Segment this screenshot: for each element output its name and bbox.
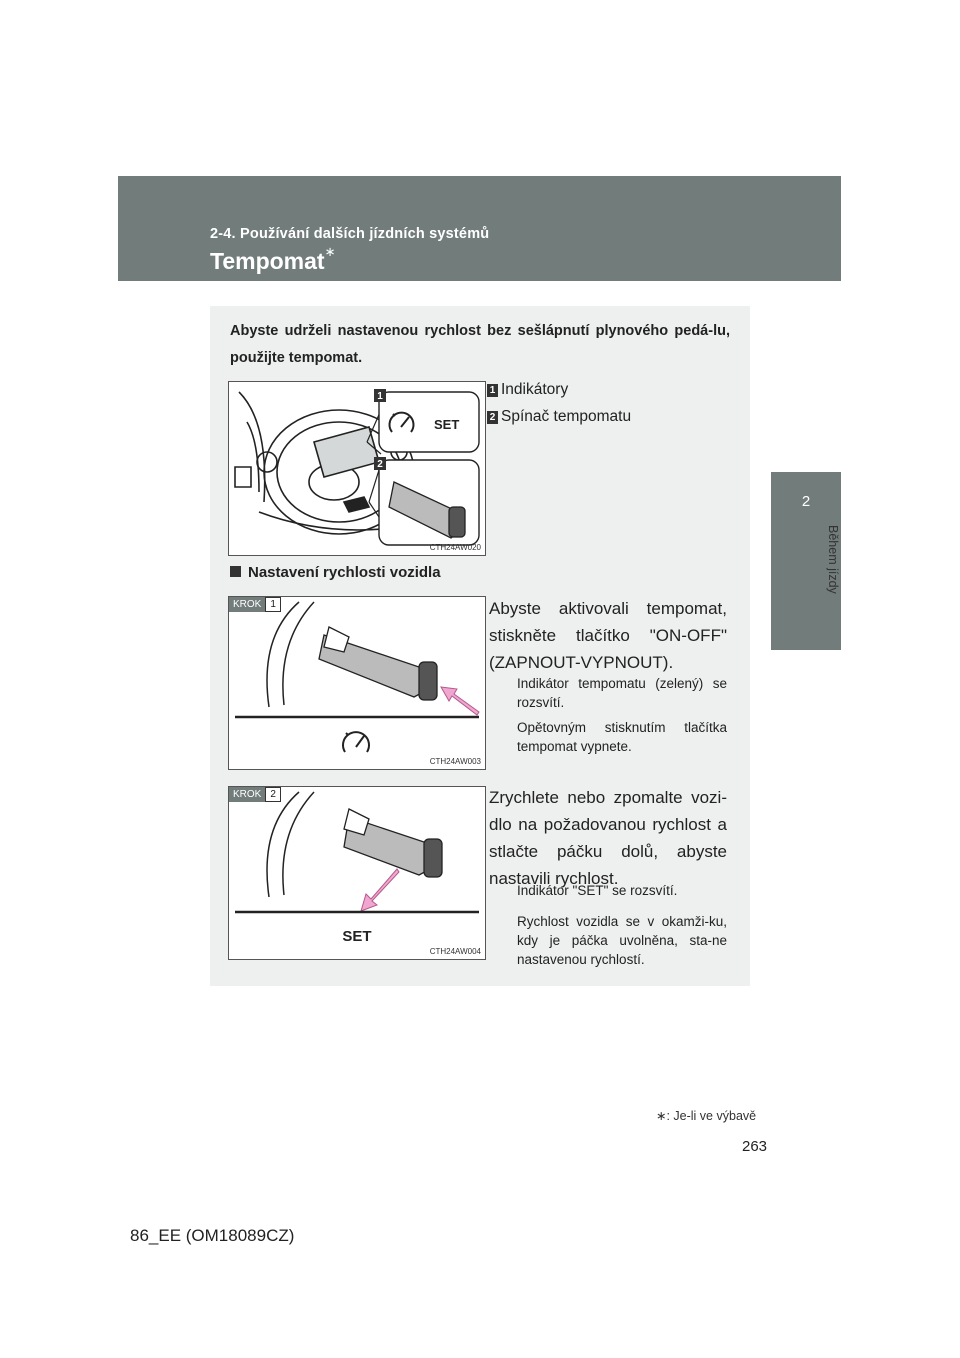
cruise-indicator-icon [343,732,369,752]
intro-text: Abyste udrželi nastavenou rychlost bez sešlápnutí plynového pedá-lu, použijte tempomat. [230,323,730,366]
callout-label: Spínač tempomatu [501,408,632,425]
footnote: ∗: Je-li ve výbavě [656,1109,757,1123]
lever-push-down-illustration [229,787,485,959]
asterisk-mark: ∗ [324,244,336,260]
page-number: 263 [742,1138,768,1155]
step-1-text: Abyste aktivovali tempomat, stiskněte tlačítko "ON-OFF" (ZAPNOUT-VYPNOUT). [489,599,727,672]
document-code: 86_EE (OM18089CZ) [130,1226,295,1245]
step-label [229,787,281,802]
step-number: 1 [265,597,281,612]
page-title [210,244,336,275]
content-box [210,306,750,986]
figure-overview [228,381,486,556]
callout-indicators [487,381,631,399]
callout-list [487,381,631,435]
page-title-text: Tempomat [210,248,325,274]
figure-code: CTH24AW004 [429,947,481,956]
step-label [229,597,281,612]
step-word: KROK [229,787,265,802]
figure-code: CTH24AW003 [429,757,481,766]
set-indicator: SET [342,928,372,945]
step-2-text: Zrychlete nebo zpomalte vozi-dlo na požadovanou rychlost a stlačte páčku dolů, abyste nastavili rychlost. [489,788,727,888]
breadcrumb: 2-4. Používání dalších jízdních systémů [210,226,490,242]
step-word: KROK [229,597,265,612]
section-heading [230,564,441,581]
chapter-number: 2 [801,493,811,510]
step-2-note-1: Indikátor "SET" se rozsvítí. [517,883,678,898]
step-1-note-1: Indikátor tempomatu (zelený) se rozsvítí. [517,676,727,710]
section-heading-text: Nastavení rychlosti vozidla [248,564,441,581]
callout-number: 2 [487,411,498,424]
push-down-arrow-icon [361,869,399,911]
callout-box-indicators [379,392,479,452]
svg-text:2: 2 [377,459,383,470]
set-indicator: SET [434,417,460,432]
svg-text:1: 1 [377,391,383,402]
press-arrow-icon [441,687,479,715]
dashboard-illustration [229,382,485,555]
chapter-label: Během jízdy [826,525,840,594]
step-2-note-2: Rychlost vozidla se v okamži-ku, kdy je páčka uvolněna, sta-ne nastavenou rychlostí. [517,914,727,967]
square-bullet-icon [230,566,241,577]
figure-code: CTH24AW020 [429,543,481,552]
figure-step-2 [228,786,486,960]
figure-step-1 [228,596,486,770]
callout-switch [487,408,631,426]
step-1-note-2: Opětovným stisknutím tlačítka tempomat vypnete. [517,720,727,754]
callout-label: Indikátory [501,381,569,398]
header-band [118,176,841,281]
callout-number: 1 [487,384,498,397]
step-number: 2 [265,787,281,802]
lever-press-illustration [229,597,485,769]
